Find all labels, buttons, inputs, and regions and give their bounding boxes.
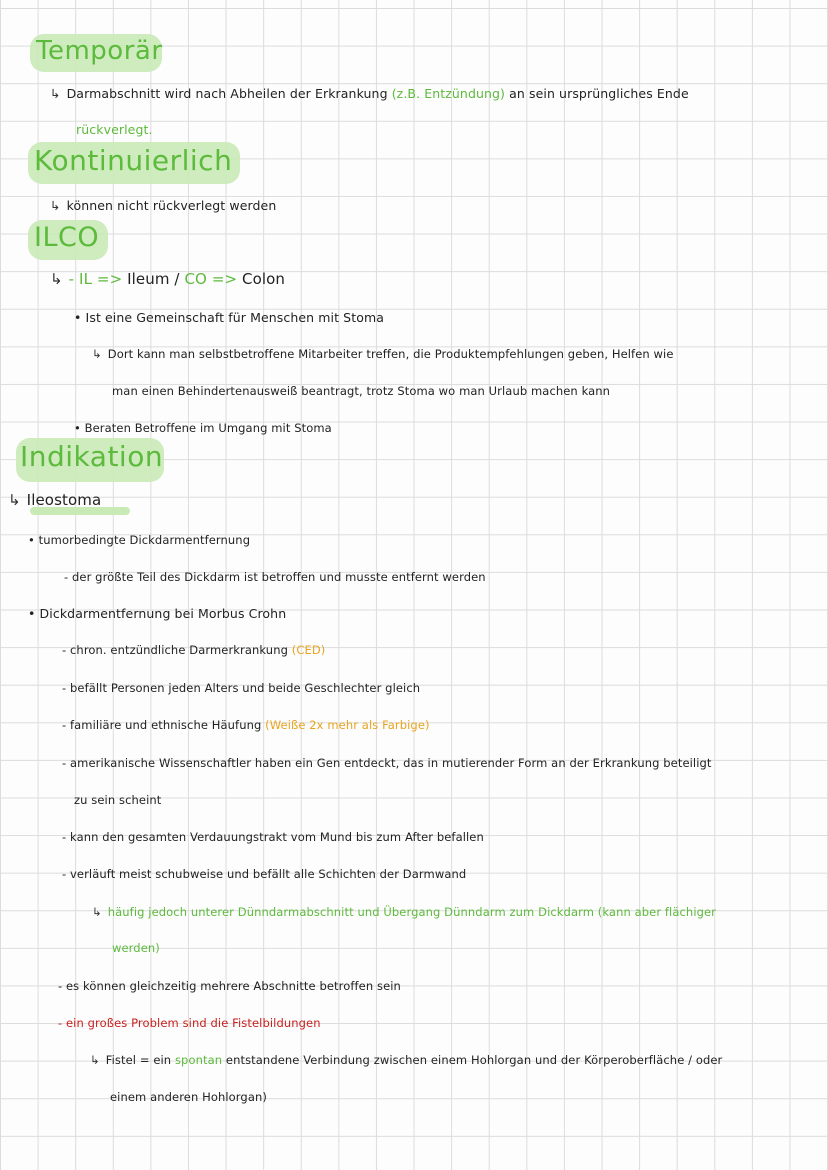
ileostoma-line xyxy=(8,491,101,509)
ilco-ileum: Ileum / xyxy=(127,270,180,288)
crohn-detail-6-note xyxy=(92,906,716,920)
crohn-detail-6: - verläuft meist schubweise und befällt alle Schichten der Darmwand xyxy=(62,867,467,881)
arrow-icon: ↳ xyxy=(50,198,61,213)
arrow-icon: ↳ xyxy=(92,905,102,919)
crohn-detail-4-cont: zu sein scheint xyxy=(74,793,162,807)
temporaer-continuation: rückverlegt. xyxy=(76,122,153,137)
ilco-bullet-2: • Beraten Betroffene im Umgang mit Stoma xyxy=(74,421,332,435)
ilco-sub-1-cont: man einen Behindertenausweiß beantragt, trotz Stoma wo man Urlaub machen kann xyxy=(112,384,611,398)
arrow-icon: ↳ xyxy=(50,86,61,101)
ilco-sub-1-text: Dort kann man selbstbetroffene Mitarbeiter treffen, die Produktempfehlungen geben, Helfen wie xyxy=(107,347,674,361)
crohn-detail-3-note: (Weiße 2x mehr als Farbige) xyxy=(265,718,430,732)
crohn-detail-1-abbr: (CED) xyxy=(291,643,326,657)
temporaer-text: Darmabschnitt wird nach Abheilen der Erkrankung xyxy=(66,86,388,101)
fistel-definition-cont: einem anderen Hohlorgan) xyxy=(110,1090,267,1104)
crohn-detail-1 xyxy=(62,644,325,658)
fistel-definition xyxy=(90,1054,722,1068)
temporaer-text-end: an sein ursprüngliches Ende xyxy=(509,86,689,101)
crohn-detail-1-text: - chron. entzündliche Darmerkrankung xyxy=(62,643,288,657)
arrow-icon: ↳ xyxy=(92,347,102,361)
crohn-detail-4: - amerikanische Wissenschaftler haben ein Gen entdeckt, das in mutierender Form an der Erkrankung beteiligt xyxy=(62,756,712,770)
temporaer-example: (z.B. Entzündung) xyxy=(391,86,506,101)
crohn-detail-5: - kann den gesamten Verdauungstrakt vom Mund bis zum After befallen xyxy=(62,830,484,844)
fistel-c: entstandene Verbindung zwischen einem Hohlorgan und der Körperoberfläche / oder xyxy=(225,1053,723,1067)
crohn-detail-8: - ein großes Problem sind die Fistelbildungen xyxy=(58,1016,321,1030)
indikation-item-2: • Dickdarmentfernung bei Morbus Crohn xyxy=(28,606,287,621)
crohn-detail-6-note-text: häufig jedoch unterer Dünndarmabschnitt und Übergang Dünndarm zum Dickdarm (kann aber flächiger xyxy=(107,905,717,919)
ilco-colon: Colon xyxy=(242,270,286,288)
ileostoma-label: Ileostoma xyxy=(26,491,102,509)
ilco-sub-1 xyxy=(92,348,674,362)
indikation-item-1: • tumorbedingte Dickdarmentfernung xyxy=(28,533,251,547)
ilco-co: CO => xyxy=(184,270,238,288)
temporaer-line xyxy=(50,86,689,101)
heading-kontinuierlich: Kontinuierlich xyxy=(34,144,233,177)
heading-temporaer: Temporär xyxy=(36,36,163,66)
ilco-definition xyxy=(50,270,285,288)
crohn-detail-3-text: - familiäre und ethnische Häufung xyxy=(62,718,262,732)
arrow-icon: ↳ xyxy=(90,1053,100,1067)
crohn-detail-6-note-cont: werden) xyxy=(112,941,160,955)
arrow-icon: ↳ xyxy=(8,491,21,509)
crohn-detail-3 xyxy=(62,719,430,733)
fistel-a: Fistel = ein xyxy=(105,1053,172,1067)
arrow-icon: ↳ xyxy=(50,270,63,288)
heading-indikation: Indikation xyxy=(20,440,164,473)
crohn-detail-2: - befällt Personen jeden Alters und beide Geschlechter gleich xyxy=(62,681,421,695)
crohn-detail-7: - es können gleichzeitig mehrere Abschnitte betroffen sein xyxy=(58,979,401,993)
indikation-item-1-sub: - der größte Teil des Dickdarm ist betroffen und musste entfernt werden xyxy=(64,570,486,584)
heading-ilco: ILCO xyxy=(34,222,100,253)
kontinuierlich-text: können nicht rückverlegt werden xyxy=(66,198,277,213)
ilco-il: - IL => xyxy=(68,270,123,288)
fistel-b: spontan xyxy=(174,1053,223,1067)
kontinuierlich-line xyxy=(50,198,276,213)
ilco-bullet-1: • Ist eine Gemeinschaft für Menschen mit Stoma xyxy=(74,310,385,325)
